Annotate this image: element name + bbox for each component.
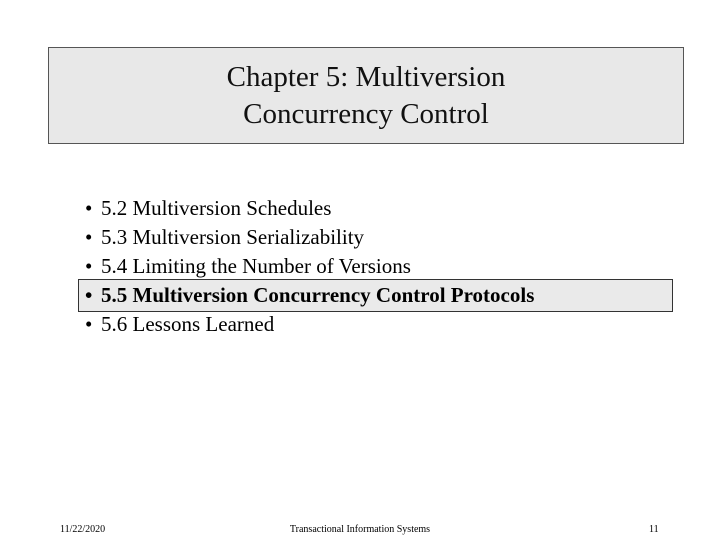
slide-title-box — [48, 47, 684, 144]
bullet-icon: • — [85, 196, 93, 220]
footer-course-title: Transactional Information Systems — [289, 524, 431, 535]
section-item-5-5 — [80, 281, 680, 310]
slide-title-line-2: Concurrency Control — [243, 97, 489, 130]
section-item-label: 5.6 Lessons Learned — [101, 312, 275, 336]
section-item-5-4 — [80, 252, 680, 281]
bullet-icon: • — [85, 283, 93, 307]
bullet-icon: • — [85, 225, 93, 249]
section-item-5-3 — [80, 223, 680, 252]
section-item-5-6 — [80, 310, 680, 339]
bullet-icon: • — [85, 312, 93, 336]
footer-page-number: 11 — [649, 524, 659, 535]
section-item-label: 5.5 Multiversion Concurrency Control Protocols — [101, 283, 535, 307]
section-item-label: 5.2 Multiversion Schedules — [101, 196, 332, 220]
section-item-label: 5.4 Limiting the Number of Versions — [101, 254, 411, 278]
section-item-label: 5.3 Multiversion Serializability — [101, 225, 365, 249]
slide-title-line-1: Chapter 5: Multiversion — [226, 60, 506, 93]
section-item-5-2 — [80, 194, 680, 223]
footer-date: 11/22/2020 — [60, 524, 106, 535]
section-list — [80, 194, 680, 339]
bullet-icon: • — [85, 254, 93, 278]
